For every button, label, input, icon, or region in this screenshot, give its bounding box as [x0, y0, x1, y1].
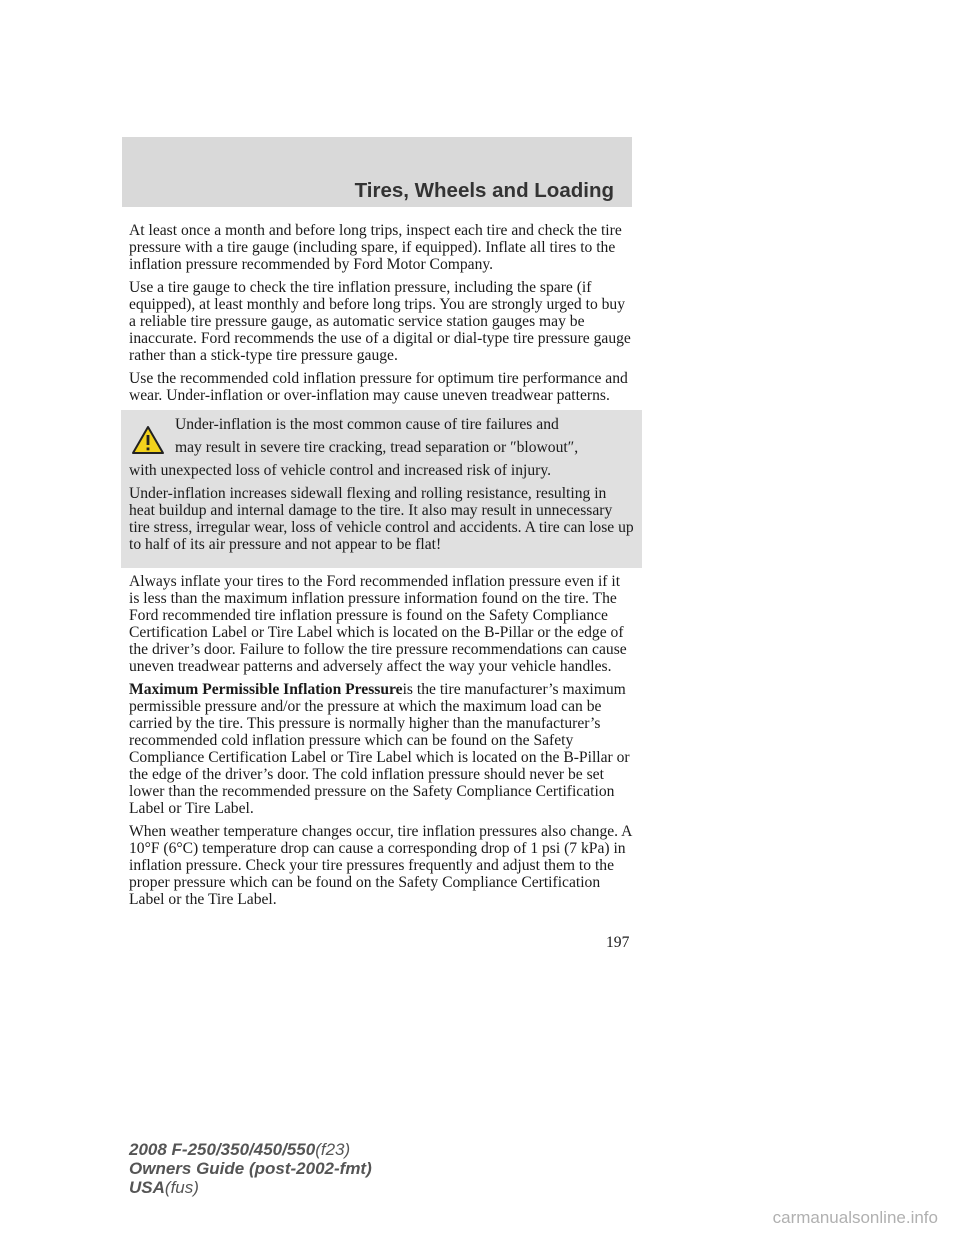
header-band	[122, 137, 632, 207]
warning-triangle-icon	[131, 425, 165, 455]
footer-line-3	[129, 1178, 372, 1197]
paragraph-5	[129, 681, 634, 817]
footer-model-code: (f23)	[315, 1140, 351, 1159]
page-content	[129, 222, 634, 914]
paragraph-3: Use the recommended cold inflation pressure for optimum tire performance and wear. Under-inflation or over-inflation may cause uneven treadwear patterns.	[129, 370, 628, 404]
paragraph-6: When weather temperature changes occur, tire inflation pressures also change. A 10°F (6°C) temperature drop can cause a corresponding drop of 1 psi (7 kPa) in inflation pressure. Check your tire pressures frequently and adjust them to the proper pressure which can be found on the Safety Compliance Certification Label or the Tire Label.	[129, 823, 632, 908]
watermark: carmanualsonline.info	[772, 1208, 938, 1227]
footer	[129, 1140, 372, 1197]
paragraph-4: Always inflate your tires to the Ford recommended inflation pressure even if it is less than the maximum inflation pressure information found on the tire. The Ford recommended tire inflation pressure is found on the Safety Compliance Certification Label or Tire Label which is located on the B-Pillar or the edge of the driver’s door. Failure to follow the tire pressure recommendations can cause uneven treadwear patterns and adversely affect the way your vehicle handles.	[129, 573, 627, 675]
warning-line-1: Under-inflation is the most common cause of tire failures and	[175, 416, 559, 433]
warning-line-2: may result in severe tire cracking, tread separation or ″blowout″,	[175, 439, 579, 456]
warning-box	[121, 410, 642, 568]
paragraph-1: At least once a month and before long trips, inspect each tire and check the tire pressure with a tire gauge (including spare, if equipped). Inflate all tires to the inflation pressure recommended by Ford Motor Company.	[129, 222, 622, 273]
footer-line-1	[129, 1140, 372, 1159]
term-max-inflation-pressure: Maximum Permissible Inflation Pressure	[129, 681, 403, 698]
paragraph-2: Use a tire gauge to check the tire inflation pressure, including the spare (if equipped), at least monthly and before long trips. You are strongly urged to buy a reliable tire pressure gauge, as automatic service station gauges may be inaccurate. Ford recommends the use of a digital or dial-type tire pressure gauge rather than a stick-type tire pressure gauge.	[129, 279, 631, 364]
footer-guide: Owners Guide (post-2002-fmt)	[129, 1159, 372, 1178]
page-number: 197	[606, 934, 630, 951]
footer-model: 2008 F-250/350/450/550	[129, 1140, 316, 1159]
warning-paragraph-2: Under-inflation increases sidewall flexing and rolling resistance, resulting in heat buildup and internal damage to the tire. It also may result in unnecessary tire stress, irregular wear, loss of vehicle control and accidents. A tire can lose up to half of its air pressure and not appear to be flat!	[129, 485, 634, 553]
warning-line-3: with unexpected loss of vehicle control and increased risk of injury.	[129, 462, 552, 479]
section-title: Tires, Wheels and Loading	[354, 179, 614, 202]
paragraph-5-body: is the tire manufacturer’s maximum permissible pressure and/or the pressure at which the maximum load can be carried by the tire. This pressure is normally higher than the manufacturer’s recommended cold inflation pressure which can be found on the Safety Compliance Certification Label or Tire Label which is located on the B-Pillar or the edge of the driver’s door. The cold inflation pressure should never be set lower than the recommended pressure on the Safety Compliance Certification Label or Tire Label.	[129, 681, 630, 817]
footer-region: USA	[129, 1178, 165, 1197]
footer-region-code: (fus)	[164, 1178, 199, 1197]
